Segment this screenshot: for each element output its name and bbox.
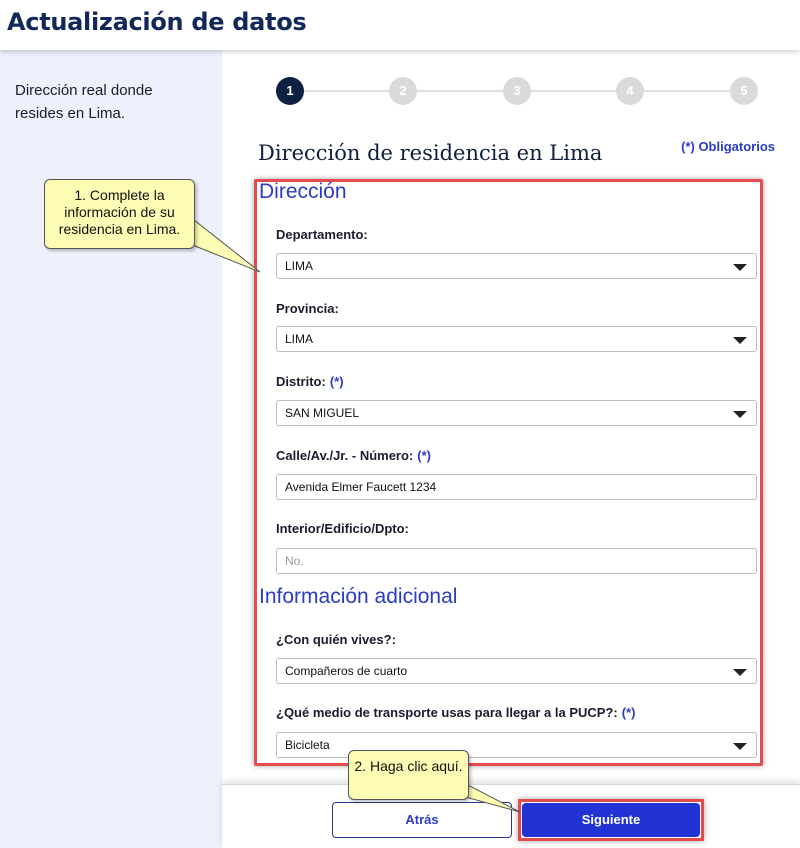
step-4[interactable]: 4 [616,77,644,105]
stepper [276,77,758,105]
section-title: Dirección de residencia en Lima [258,141,603,165]
step-5[interactable]: 5 [730,77,758,105]
interior-input[interactable] [276,548,757,574]
direccion-title: Dirección [259,180,347,203]
distrito-label: Distrito: (*) [276,374,344,389]
sidebar-description: Dirección real donde resides en Lima. [15,82,153,122]
sidebar [0,50,222,848]
back-button[interactable]: Atrás [332,802,512,838]
interior-label: Interior/Edificio/Dpto: [276,521,409,536]
departamento-value: LIMA [285,259,314,273]
con-quien-value: Compañeros de cuarto [285,664,408,678]
required-note: (*) Obligatorios [681,139,775,154]
required-marker: (*) [621,705,636,720]
con-quien-select[interactable] [276,658,757,684]
calle-value: Avenida Elmer Faucett 1234 [285,480,437,494]
chevron-down-icon [733,669,747,676]
adicional-title: Información adicional [259,585,458,608]
step-2[interactable]: 2 [389,77,417,105]
chevron-down-icon [733,264,747,271]
chevron-down-icon [733,411,747,418]
interior-placeholder: No. [285,554,304,568]
provincia-select[interactable] [276,326,757,352]
departamento-select[interactable] [276,253,757,279]
required-marker: (*) [417,448,431,463]
step-3[interactable]: 3 [503,77,531,105]
provincia-label: Provincia: [276,301,339,316]
calle-label: Calle/Av./Jr. - Número: (*) [276,448,431,463]
transporte-label: ¿Qué medio de transporte usas para llegar a la PUCP?: (*) [276,705,636,720]
departamento-label: Departamento: [276,227,368,242]
transporte-value: Bicicleta [285,738,330,752]
distrito-select[interactable] [276,400,757,426]
page-title: Actualización de datos [7,8,307,36]
required-marker: (*) [329,374,344,389]
distrito-value: SAN MIGUEL [285,406,360,420]
next-button[interactable]: Siguiente [522,803,700,837]
chevron-down-icon [733,743,747,750]
step-1[interactable]: 1 [276,77,304,105]
provincia-value: LIMA [285,332,314,346]
con-quien-label: ¿Con quién vives?: [276,632,396,647]
callout-1: 1. Complete la información de su residencia en Lima. [44,179,195,249]
calle-input[interactable] [276,474,757,500]
callout-2: 2. Haga clic aquí. [348,750,469,800]
chevron-down-icon [733,337,747,344]
page-header [0,0,800,50]
